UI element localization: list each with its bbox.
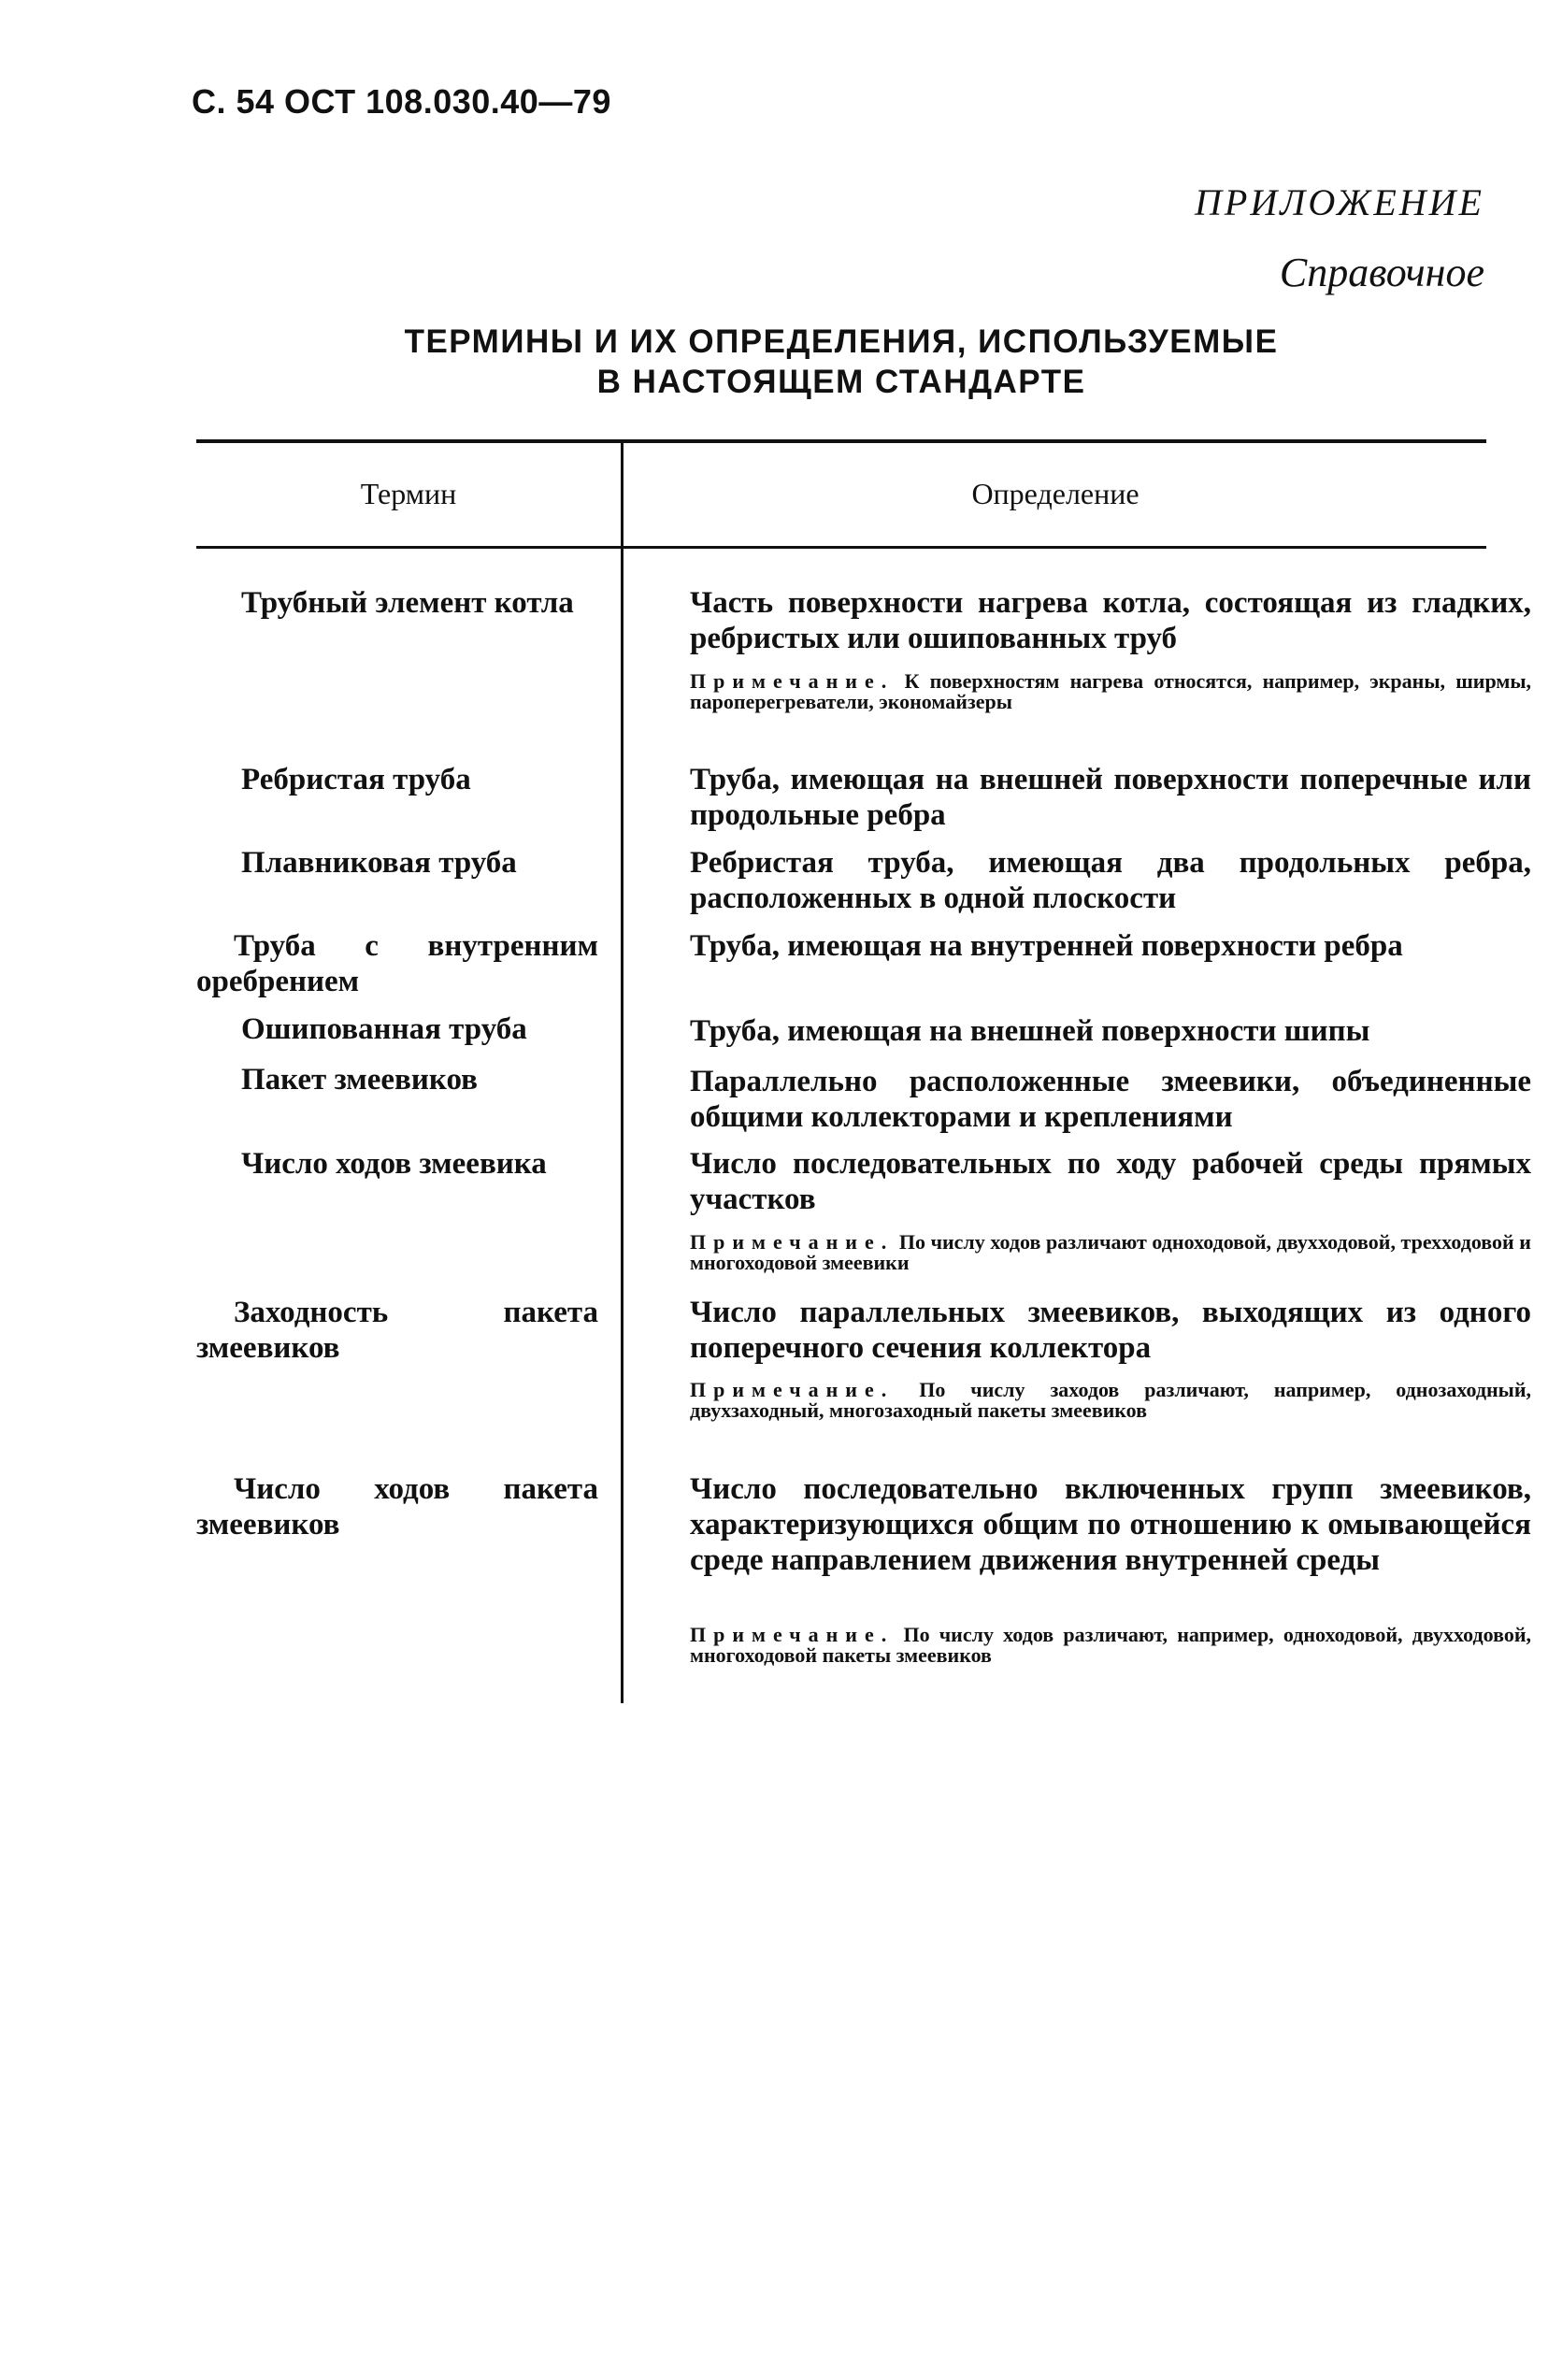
column-header-term: Термин [360, 477, 457, 510]
note-text: По числу ходов различают одноходовой, двухходовой, трехходовой и многоходовой змеевики [690, 1230, 1531, 1274]
table-top-rule [196, 439, 1486, 443]
document-title [187, 322, 1496, 402]
term-cell: Ребристая труба [241, 763, 471, 796]
term-cell: Плавниковая труба [241, 846, 517, 880]
term-cell: Трубный элемент котла [241, 586, 574, 620]
definition-cell: Труба, имеющая на внешней поверхности шипы [690, 1014, 1370, 1048]
appendix-kind: Справочное [1279, 250, 1484, 295]
note-label: Примечание. [690, 669, 895, 693]
definition-cell: Труба, имеющая на внутренней поверхности ребра [690, 929, 1403, 963]
appendix-label: ПРИЛОЖЕНИЕ [1195, 181, 1484, 223]
term-cell: Число ходов пакета змеевиков [196, 1472, 598, 1541]
title-line-2: В НАСТОЯЩЕМ СТАНДАРТЕ [596, 364, 1086, 400]
note-label: Примечание. [690, 1230, 895, 1254]
definition-cell: Число параллельных змеевиков, выходящих из одного поперечного сечения коллектора [690, 1296, 1531, 1365]
definition-cell: Число последовательно включенных групп змеевиков, характеризующихся общим по отношению к омывающейся среде направлением движения внутренней среды [690, 1472, 1531, 1577]
definition-cell: Часть поверхности нагрева котла, состоящая из гладких, ребристых или ошипованных труб [690, 586, 1531, 655]
note-text: К поверхностям нагрева относятся, например, экраны, ширмы, пароперегреватели, экономайзеры [690, 669, 1532, 713]
definition-cell: Число последовательных по ходу рабочей среды прямых участков [690, 1147, 1531, 1216]
note-text: По числу ходов различают, например, одноходовой, двухходовой, многоходовой пакеты змеевиков [690, 1623, 1531, 1667]
definition-cell: Ребристая труба, имеющая два продольных ребра, расположенных в одной плоскости [690, 846, 1531, 915]
note-cell [645, 1625, 1531, 1666]
term-cell: Заходность пакета змеевиков [196, 1296, 598, 1365]
definition-cell: Труба, имеющая на внешней поверхности поперечные или продольные ребра [690, 763, 1531, 832]
definition-cell: Параллельно расположенные змеевики, объединенные общими коллекторами и креплениями [690, 1065, 1531, 1134]
note-cell [645, 1380, 1531, 1421]
note-text: По числу заходов различают, например, однозаходный, двухзаходный, многозаходный пакеты змеевиков [690, 1378, 1532, 1422]
table-header-rule [196, 546, 1486, 549]
term-cell: Число ходов змеевика [241, 1147, 547, 1181]
title-line-1: ТЕРМИНЫ И ИХ ОПРЕДЕЛЕНИЯ, ИСПОЛЬЗУЕМЫЕ [404, 323, 1279, 360]
note-cell [645, 671, 1531, 712]
term-cell: Пакет змеевиков [241, 1063, 478, 1097]
note-label: Примечание. [690, 1623, 895, 1646]
note-cell [645, 1232, 1531, 1273]
page-code: С. 54 ОСТ 108.030.40—79 [192, 82, 611, 121]
column-header-definition: Определение [971, 477, 1140, 510]
term-cell: Труба с внутренним оребрением [196, 929, 598, 998]
note-label: Примечание. [690, 1378, 895, 1401]
term-cell: Ошипованная труба [241, 1012, 527, 1046]
